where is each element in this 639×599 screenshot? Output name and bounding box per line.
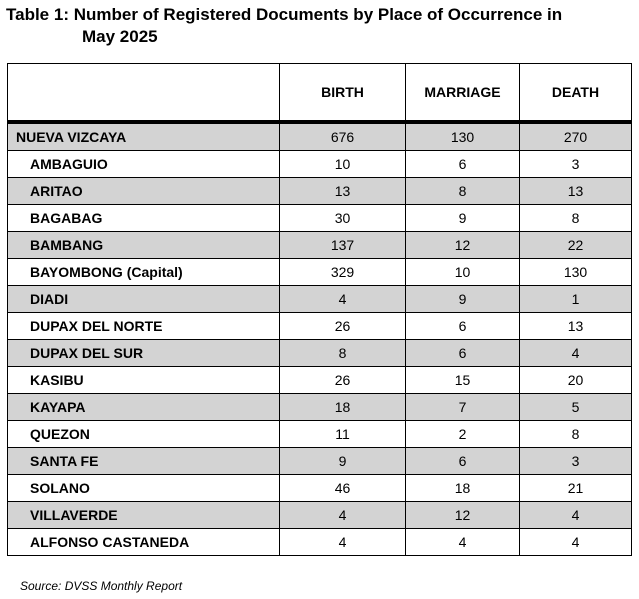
birth-cell: 26 <box>280 367 406 394</box>
place-cell: DUPAX DEL SUR <box>8 340 280 367</box>
birth-cell: 137 <box>280 232 406 259</box>
header-place <box>8 64 280 123</box>
place-cell: QUEZON <box>8 421 280 448</box>
header-death: DEATH <box>520 64 632 123</box>
place-cell: SOLANO <box>8 475 280 502</box>
header-row <box>8 64 632 123</box>
birth-cell: 676 <box>280 122 406 151</box>
table-row <box>8 421 632 448</box>
table-row <box>8 151 632 178</box>
marriage-cell: 10 <box>406 259 520 286</box>
province-total-row <box>8 122 632 151</box>
death-cell: 5 <box>520 394 632 421</box>
place-cell: SANTA FE <box>8 448 280 475</box>
death-cell: 8 <box>520 421 632 448</box>
table-row <box>8 259 632 286</box>
death-cell: 20 <box>520 367 632 394</box>
table-row <box>8 448 632 475</box>
table-row <box>8 313 632 340</box>
marriage-cell: 15 <box>406 367 520 394</box>
place-cell: VILLAVERDE <box>8 502 280 529</box>
death-cell: 270 <box>520 122 632 151</box>
birth-cell: 4 <box>280 286 406 313</box>
place-cell: BAYOMBONG (Capital) <box>8 259 280 286</box>
death-cell: 130 <box>520 259 632 286</box>
death-cell: 4 <box>520 340 632 367</box>
marriage-cell: 9 <box>406 286 520 313</box>
header-birth: BIRTH <box>280 64 406 123</box>
place-cell: BAGABAG <box>8 205 280 232</box>
birth-cell: 13 <box>280 178 406 205</box>
place-cell: ARITAO <box>8 178 280 205</box>
marriage-cell: 6 <box>406 313 520 340</box>
table-title-line-1: Table 1: Number of Registered Documents by Place of Occurrence in <box>6 5 563 24</box>
birth-cell: 10 <box>280 151 406 178</box>
table-row <box>8 178 632 205</box>
marriage-cell: 12 <box>406 232 520 259</box>
death-cell: 4 <box>520 502 632 529</box>
place-cell: KASIBU <box>8 367 280 394</box>
table-title <box>6 4 626 48</box>
marriage-cell: 7 <box>406 394 520 421</box>
place-cell: AMBAGUIO <box>8 151 280 178</box>
marriage-cell: 18 <box>406 475 520 502</box>
table-row <box>8 367 632 394</box>
header-marriage: MARRIAGE <box>406 64 520 123</box>
table-row <box>8 475 632 502</box>
table-row <box>8 502 632 529</box>
death-cell: 22 <box>520 232 632 259</box>
table-row <box>8 340 632 367</box>
table-title-line-2: May 2025 <box>82 27 158 46</box>
place-cell: DIADI <box>8 286 280 313</box>
death-cell: 13 <box>520 178 632 205</box>
death-cell: 21 <box>520 475 632 502</box>
birth-cell: 11 <box>280 421 406 448</box>
birth-cell: 329 <box>280 259 406 286</box>
marriage-cell: 4 <box>406 529 520 556</box>
birth-cell: 8 <box>280 340 406 367</box>
table-row <box>8 286 632 313</box>
birth-cell: 30 <box>280 205 406 232</box>
marriage-cell: 2 <box>406 421 520 448</box>
marriage-cell: 12 <box>406 502 520 529</box>
table-body <box>8 122 632 556</box>
place-cell: DUPAX DEL NORTE <box>8 313 280 340</box>
marriage-cell: 9 <box>406 205 520 232</box>
death-cell: 1 <box>520 286 632 313</box>
birth-cell: 9 <box>280 448 406 475</box>
birth-cell: 46 <box>280 475 406 502</box>
table-row <box>8 232 632 259</box>
death-cell: 8 <box>520 205 632 232</box>
place-cell: NUEVA VIZCAYA <box>8 122 280 151</box>
registered-documents-table <box>7 63 632 556</box>
place-cell: BAMBANG <box>8 232 280 259</box>
death-cell: 4 <box>520 529 632 556</box>
marriage-cell: 8 <box>406 178 520 205</box>
death-cell: 3 <box>520 151 632 178</box>
birth-cell: 4 <box>280 502 406 529</box>
marriage-cell: 6 <box>406 448 520 475</box>
table-row <box>8 394 632 421</box>
place-cell: ALFONSO CASTANEDA <box>8 529 280 556</box>
birth-cell: 18 <box>280 394 406 421</box>
table-row <box>8 205 632 232</box>
marriage-cell: 6 <box>406 340 520 367</box>
death-cell: 13 <box>520 313 632 340</box>
marriage-cell: 130 <box>406 122 520 151</box>
death-cell: 3 <box>520 448 632 475</box>
birth-cell: 4 <box>280 529 406 556</box>
table-row <box>8 529 632 556</box>
marriage-cell: 6 <box>406 151 520 178</box>
place-cell: KAYAPA <box>8 394 280 421</box>
birth-cell: 26 <box>280 313 406 340</box>
source-note: Source: DVSS Monthly Report <box>20 579 183 593</box>
